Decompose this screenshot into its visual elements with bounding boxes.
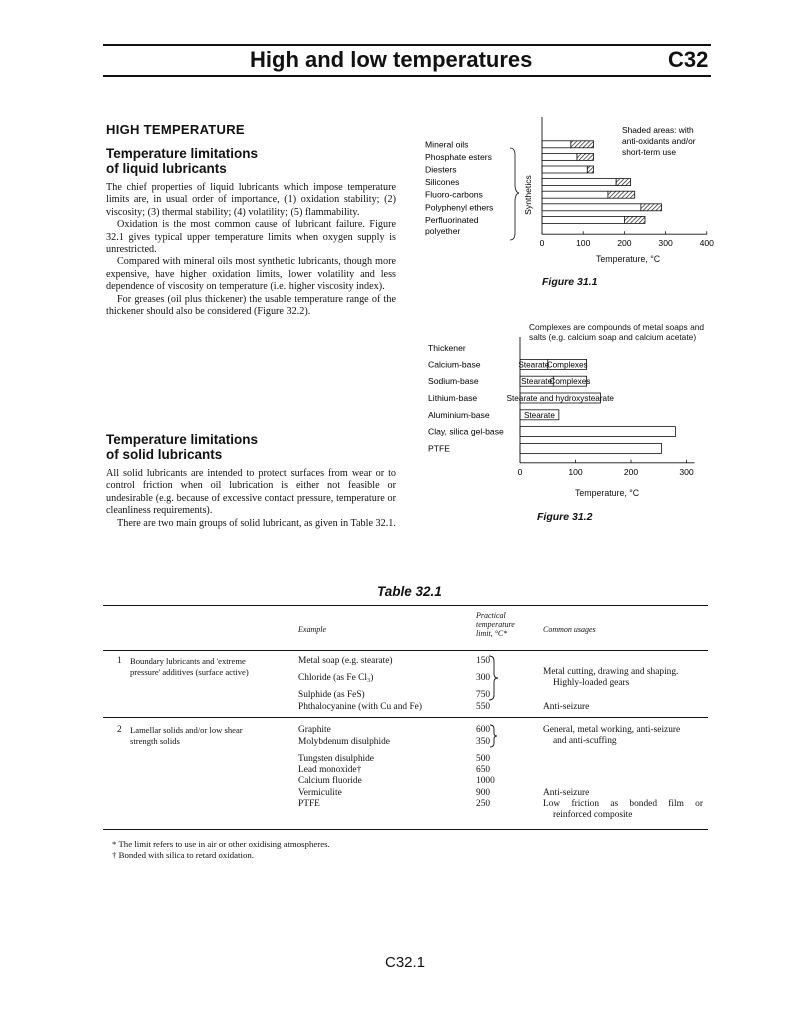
section-code: C32 (668, 47, 709, 72)
category-label: Silicones (425, 177, 460, 188)
bar-normal-limit (542, 153, 577, 160)
x-tick-label: 100 (576, 238, 591, 249)
group-1-temp: 150 (476, 656, 491, 666)
group-2-example: Molybdenum disulphide (298, 737, 390, 747)
table-notes (112, 839, 330, 861)
category-label: Perfluorinated (425, 214, 479, 225)
category-label: Phosphate esters (425, 151, 492, 162)
group-1-temp: 550 (476, 702, 491, 712)
page-number: C32.1 (385, 954, 426, 971)
category-label: Polyphenyl ethers (425, 202, 494, 213)
figure-31-1-annotation-line: Shaded areas: with (622, 125, 694, 135)
x-tick-label: 100 (568, 466, 583, 477)
group-2-example: PTFE (298, 799, 320, 809)
header-top-rule (103, 44, 711, 46)
bar-normal-limit (542, 179, 616, 186)
bar-extended-limit (616, 179, 630, 186)
x-tick-label: 0 (539, 238, 545, 249)
group-2-temp: 1000 (476, 776, 495, 786)
group-2-example: Graphite (298, 725, 331, 735)
bar-normal-limit (542, 204, 641, 211)
synthetics-brace (510, 148, 519, 240)
bar-extended-limit (641, 204, 662, 211)
group-1-number: 1 (117, 656, 122, 666)
group-2-example: Calcium fluoride (298, 776, 362, 786)
bar-thickener-range (520, 427, 675, 437)
usage-line: General, metal working, anti-seizure (543, 725, 681, 735)
group-2-usage-antiseizure: Anti-seizure (543, 788, 590, 798)
usage-line: Highly-loaded gears (553, 678, 630, 689)
figure-31-1-annotation-line: anti-oxidants and/or (622, 136, 696, 146)
usage-line: Low friction as bonded film or (543, 799, 703, 809)
group-1-temp: 300 (476, 673, 491, 683)
x-tick-label: 300 (658, 238, 673, 249)
subheading-solid-lubricants (106, 432, 406, 462)
paragraph: Oxidation is the most common cause of lubricant failure. Figure 32.1 gives typical upper temperature limits when oxygen supply is unrestricted. (106, 219, 396, 256)
col-header-line: Practical (476, 611, 506, 620)
figure-31-1-caption: Figure 31.1 (542, 276, 598, 288)
figure-31-1-chart (420, 115, 720, 265)
group-2-temp: 900 (476, 788, 491, 798)
paragraph: The chief properties of liquid lubricants which impose temperature limits are, in usual order of importance, (1) oxidation stability; (2) viscosity; (3) thermal stability; (4) volatility; (5) flammability. (106, 182, 396, 218)
col-header-example: Example (298, 625, 326, 634)
paragraph: There are two main groups of solid lubricant, as given in Table 32.1. (117, 517, 396, 529)
bar-segment-label: Complexes (546, 360, 588, 370)
paragraph: All solid lubricants are intended to protect surfaces from wear or to control friction when oil lubrication is either not feasible or undesirable (e.g. because of excessive contact pressure, temperature or cleanliness requirements). (106, 468, 396, 517)
group-1-temp: 750 (476, 690, 491, 700)
solid-lubricants-text (106, 468, 396, 530)
group-1-usage (543, 667, 678, 689)
col-header-temperature (476, 611, 515, 638)
col-header-line: limit, °C* (476, 629, 508, 638)
group-2-example: Lead monoxide† (298, 765, 362, 775)
bar-extended-limit (624, 216, 645, 223)
bar-extended-limit (608, 191, 635, 198)
bar-normal-limit (542, 166, 587, 173)
category-label: Sodium-base (428, 376, 479, 387)
paragraph: For greases (oil plus thickener) the usable temperature range of the thickener should also be considered (Figure 32.2). (106, 293, 396, 318)
header-bottom-rule (103, 75, 711, 77)
group-2-temp: 650 (476, 765, 491, 775)
thickener-header: Thickener (428, 343, 466, 353)
group-1-brace (488, 655, 500, 701)
bar-segment-label: Stearate (523, 410, 555, 420)
bar-segment-label: Stearate and hydroxystearate (506, 394, 614, 403)
figure-31-2-chart (420, 335, 720, 485)
subheading-line: of solid lubricants (106, 447, 223, 462)
table-header-rule (103, 650, 708, 651)
bar-extended-limit (571, 141, 594, 148)
bar-segment-label: Complexes (549, 377, 591, 387)
bar-normal-limit (542, 216, 624, 223)
synthetics-label: Synthetics (523, 175, 533, 215)
group-2-number: 2 (117, 725, 122, 735)
group-2-brace (489, 724, 499, 748)
subheading-line: Temperature limitations (106, 432, 259, 447)
figure-31-1-xlabel: Temperature, °C (596, 254, 661, 264)
table-group-rule (103, 717, 708, 718)
figure-31-2-annotation-text: Complexes are compounds of metal soaps and salts (e.g. calcium soap and calcium acetate) (529, 322, 705, 343)
col-header-line: temperature (476, 620, 515, 629)
subheading-line: of liquid lubricants (106, 161, 227, 176)
category-label: Diesters (425, 164, 457, 175)
category-label: Aluminium-base (428, 409, 490, 420)
category-label: PTFE (428, 443, 450, 454)
group-2-temp: 250 (476, 799, 491, 809)
paragraph: Compared with mineral oils most synthetic lubricants, though more expensive, have higher oxidation limits, lower volatility and less dependence of viscosity on temperature (i.e. higher viscosity index). (106, 256, 396, 293)
bar-segment-label: Stearate (521, 377, 553, 387)
col-header-usage: Common usages (543, 625, 596, 634)
subheading-liquid-lubricants (106, 146, 406, 176)
group-1-example: Phthalocyanine (with Cu and Fe) (298, 702, 422, 712)
x-tick-label: 0 (517, 466, 523, 477)
bar-normal-limit (542, 141, 571, 148)
group-2-temp: 350 (476, 737, 491, 747)
group-1-example: Metal soap (e.g. stearate) (298, 656, 393, 666)
usage-line: and anti-scuffing (553, 736, 617, 747)
category-label: polyether (425, 225, 461, 236)
category-label: Calcium-base (428, 359, 481, 370)
page-title: High and low temperatures (250, 47, 533, 72)
group-1-usage-antiseizure: Anti-seizure (543, 702, 590, 712)
section-heading-high-temperature: HIGH TEMPERATURE (106, 122, 245, 137)
group-2-example: Vermiculite (298, 788, 342, 798)
bar-segment-label: Stearate (518, 360, 550, 370)
group-2-description (130, 725, 243, 747)
group-2-usage (543, 725, 680, 747)
table-bottom-rule (103, 829, 708, 830)
description-line: strength solids (130, 736, 180, 747)
x-tick-label: 300 (679, 466, 694, 477)
category-label: Mineral oils (425, 139, 469, 150)
group-1-description (130, 656, 249, 678)
description-line: Boundary lubricants and 'extreme (130, 656, 246, 666)
figure-31-2-caption: Figure 31.2 (537, 511, 593, 523)
x-tick-label: 400 (699, 238, 714, 249)
bar-normal-limit (542, 191, 608, 198)
table-title: Table 32.1 (377, 584, 442, 599)
group-2-temp: 600 (476, 725, 491, 735)
category-label: Fluoro-carbons (425, 189, 483, 200)
x-tick-label: 200 (617, 238, 632, 249)
figure-31-1-annotation-line: short-term use (622, 147, 676, 157)
description-line: pressure' additives (surface active) (130, 667, 249, 678)
table-note: † Bonded with silica to retard oxidation. (112, 850, 254, 860)
usage-line: Metal cutting, drawing and shaping. (543, 667, 679, 677)
figure-31-2-xlabel: Temperature, °C (575, 488, 640, 498)
bar-extended-limit (587, 166, 593, 173)
group-2-usage-low-friction (543, 799, 703, 821)
usage-line: reinforced composite (553, 810, 633, 821)
group-2-example: Tungsten disulphide (298, 754, 374, 764)
bar-thickener-range (520, 443, 662, 453)
group-1-example: Chloride (as Fe Cl₃) (298, 673, 374, 683)
x-tick-label: 200 (623, 466, 639, 477)
description-line: Lamellar solids and/or low shear (130, 725, 243, 735)
category-label: Lithium-base (428, 393, 478, 403)
group-2-temp: 500 (476, 754, 491, 764)
subheading-line: Temperature limitations (106, 146, 259, 161)
bar-extended-limit (577, 153, 593, 160)
table-note: * The limit refers to use in air or other oxidising atmospheres. (112, 839, 330, 849)
category-label: Clay, silica gel-base (428, 426, 504, 437)
table-top-rule (103, 605, 708, 606)
liquid-lubricants-text (106, 182, 396, 318)
group-1-example: Sulphide (as FeS) (298, 690, 365, 700)
